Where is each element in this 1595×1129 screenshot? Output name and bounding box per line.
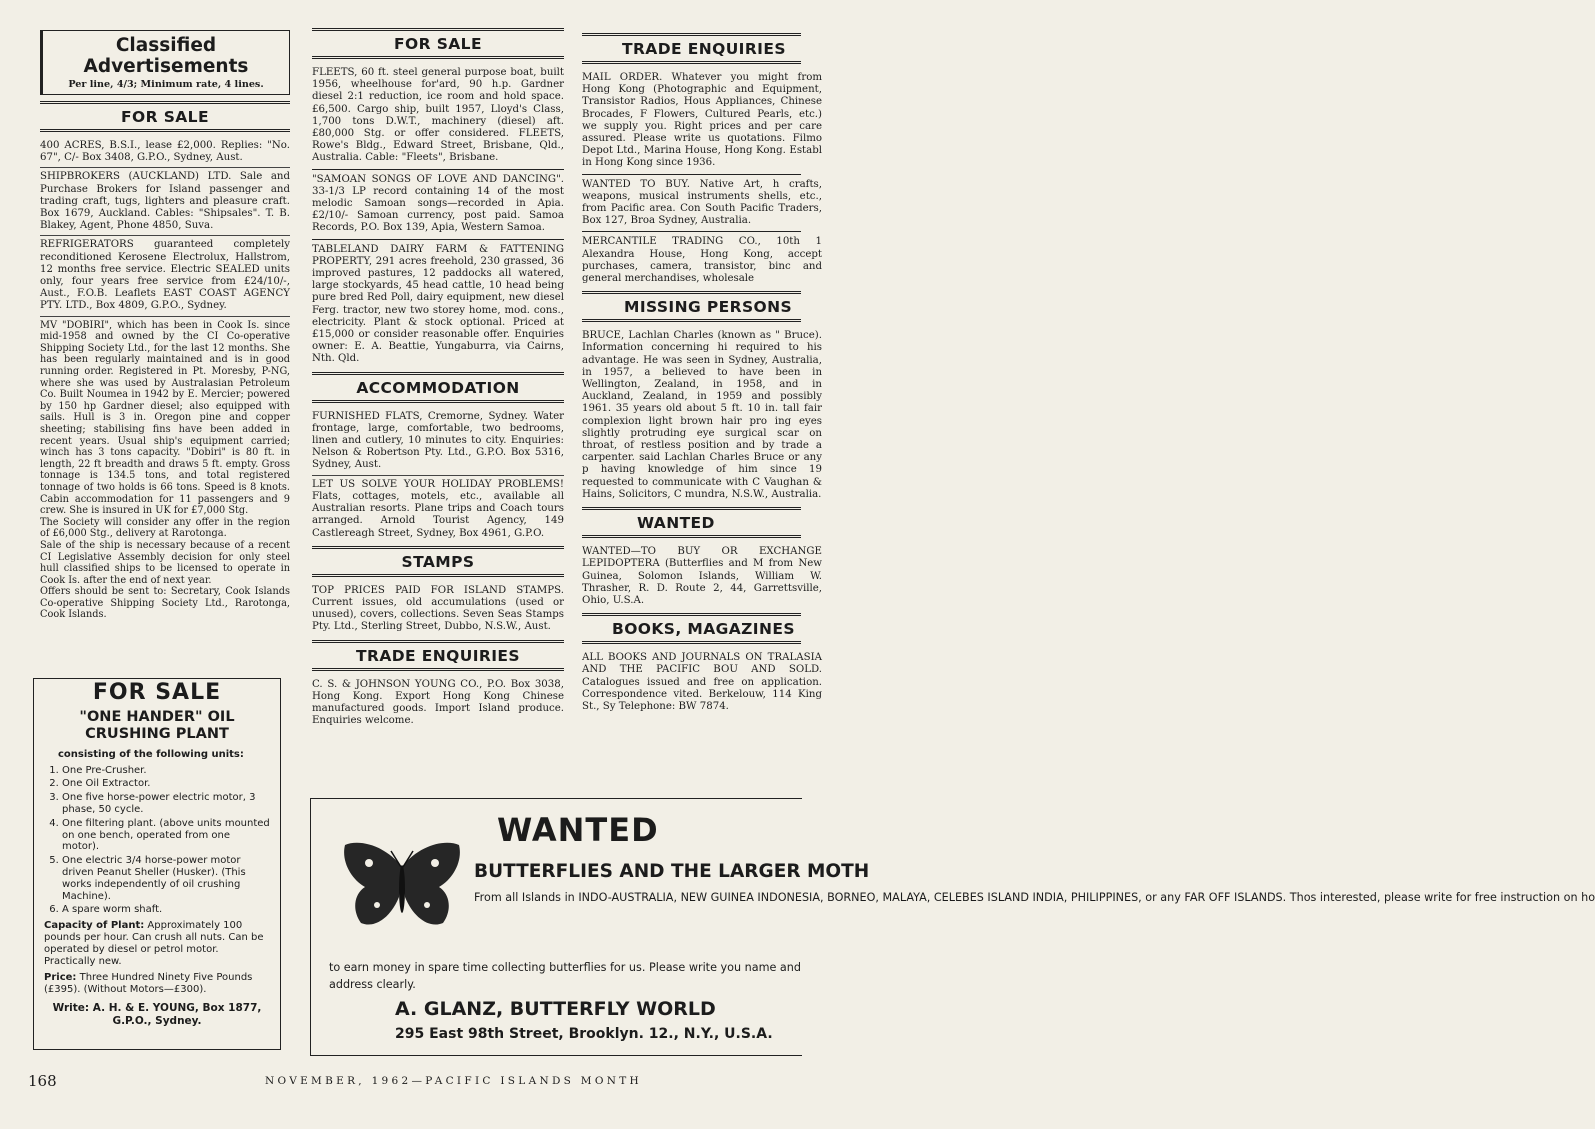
oil-plant-consisting: consisting of the following units:	[58, 748, 244, 760]
ad-fleets: FLEETS, 60 ft. steel general purpose boat, built 1956, wheelhouse for'ard, 90 h.p. Gardner diesel 2:1 reduction, ice room and hold space. £6,500. Cargo ship, built 1957, Lloyd's Class, 1,700 tons D.W.T., machinery (diesel) aft. £80,000 Stg. or offer considered. FLEETS, Rowe's Bldg., Edward Street, Brisbane, Qld., Australia. Cable: "Fleets", Brisbane.	[312, 67, 564, 164]
oil-plant-header: FOR SALE	[92, 680, 222, 705]
butterfly-wanted: WANTED	[497, 811, 659, 849]
ad-books: ALL BOOKS AND JOURNALS ON TRALASIA AND THE PACIFIC BOU AND SOLD. Catalogues issued and free on application. Correspondence vited. Berkelouw, 114 King St., Sy Telephone: BW 7874.	[582, 652, 822, 712]
column-1	[40, 0, 290, 621]
butterfly-company: A. GLANZ, BUTTERFLY WORLD	[395, 998, 716, 1020]
capacity-label: Capacity of Plant:	[44, 920, 145, 932]
oil-plant-price	[44, 972, 270, 996]
ad-tableland-farm: TABLELAND DAIRY FARM & FATTENING PROPERTY, 291 acres freehold, 230 grassed, 36 improved pastures, 12 paddocks all watered, large stockyards, 45 head cattle, 10 head being pure bred Red Poll, dairy equipment, new diesel Ferg. tractor, new two storey home, mod. cons., electricity. Plant & stock optional. Priced at £15,000 or consider reasonable offer. Enquiries owner: E. A. Beattie, Yungaburra, via Cairns, Nth. Qld.	[312, 243, 564, 365]
ad-mercantile: MERCANTILE TRADING CO., 10th 1 Alexandra House, Hong Kong, accept purchases, camera, transistor, binc and general merchandises, wholesale	[582, 236, 822, 285]
section-header-trade-2: TRADE ENQUIRIES	[312, 640, 564, 671]
section-header-accommodation: ACCOMMODATION	[312, 372, 564, 403]
section-header-for-sale-2: FOR SALE	[312, 28, 564, 59]
ad-acres: 400 ACRES, B.S.I., lease £2,000. Replies: "No. 67", C/- Box 3408, G.P.O., Sydney, Aust.	[40, 140, 290, 164]
classified-title-box	[40, 30, 290, 95]
butterfly-body-1: From all Islands in INDO-AUSTRALIA, NEW GUINEA INDONESIA, BORNEO, MALAYA, CELEBES ISLAND INDIA, PHILIPPINES, or any FAR OFF ISLANDS. Thos interested, please write for free instruction on ho	[474, 891, 1595, 904]
ad-wanted-to-buy: WANTED TO BUY. Native Art, h crafts, weapons, musical instruments shells, etc., from Pacific area. Con South Pacific Traders, Box 127, Broa Sydney, Australia.	[582, 178, 822, 227]
ad-furnished-flats: FURNISHED FLATS, Cremorne, Sydney. Water frontage, large, comfortable, two bedrooms, linen and cutlery, 10 minutes to city. Enquiries: Nelson & Robertson Pty. Ltd., G.P.O. Box 5316, Sydney, Aust.	[312, 410, 564, 471]
oil-plant-ad-box	[33, 678, 281, 1050]
butterfly-ad-box	[310, 798, 1595, 1056]
ad-samoan-songs: "SAMOAN SONGS OF LOVE AND DANCING". 33-1/3 LP record containing 14 of the most melodic Samoan songs—recorded in Apia. £2/10/- Samoan currency, post paid. Samoa Records, P.O. Box 139, Apia, Western Samoa.	[312, 173, 564, 234]
oil-plant-units-list	[44, 765, 270, 917]
butterfly-icon	[341, 839, 463, 939]
column-3	[582, 0, 822, 713]
butterfly-headline: BUTTERFLIES AND THE LARGER MOTH	[474, 861, 870, 882]
oil-plant-contact: Write: A. H. & E. YOUNG, Box 1877, G.P.O., Sydney.	[52, 1001, 262, 1027]
ad-refrigerators: REFRIGERATORS guaranteed completely reconditioned Kerosene Electrolux, Hallstrom, 12 months free service. Electric SEALED units only, four years free service from £24/10/-, Aust., F.O.B. Leaflets EAST COAST AGENCY PTY. LTD., Box 4809, G.P.O., Sydney.	[40, 239, 290, 312]
rates-subtitle: Per line, 4/3; Minimum rate, 4 lines.	[68, 79, 264, 90]
oil-plant-capacity	[44, 920, 270, 967]
section-header-stamps: STAMPS	[312, 546, 564, 577]
butterfly-body-2: to earn money in spare time collecting butterflies for us. Please write you name and address clearly.	[329, 961, 801, 991]
oil-plant-title: "ONE HANDER" OIL CRUSHING PLANT	[79, 708, 235, 742]
page-title: Classified Advertisements	[83, 35, 249, 77]
page-footer	[20, 1072, 801, 1090]
list-item: 5. One electric 3/4 horse-power motor driven Peanut Sheller (Husker). (This works independently of oil crushing Machine).	[62, 855, 270, 902]
price-label: Price:	[44, 972, 77, 984]
ad-lepidoptera: WANTED—TO BUY OR EXCHANGE LEPIDOPTERA (Butterflies and M from New Guinea, Solomon Islands, William W. Thrasher, R. D. Route 2, 44, Garrettsville, Ohio, U.S.A.	[582, 546, 822, 606]
ad-johnson-young: C. S. & JOHNSON YOUNG CO., P.O. Box 3038, Hong Kong. Export Hong Kong Chinese manufactured goods. Import Island produce. Enquiries welcome.	[312, 678, 564, 727]
ad-holiday: LET US SOLVE YOUR HOLIDAY PROBLEMS! Flats, cottages, motels, etc., available all Australian resorts. Plane trips and Coach tours arranged. Arnold Tourist Agency, 149 Castlereagh Street, Sydney, Box 4961, G.P.O.	[312, 478, 564, 539]
list-item: 3. One five horse-power electric motor, 3 phase, 50 cycle.	[62, 792, 270, 816]
butterfly-address: 295 East 98th Street, Brooklyn. 12., N.Y., U.S.A.	[395, 1026, 773, 1042]
capacity-text: Approximately 100 pounds per hour. Can crush all nuts. Can be operated by diesel or petrol motor. Practically new.	[44, 920, 264, 967]
ad-stamps: TOP PRICES PAID FOR ISLAND STAMPS. Current issues, old accumulations (used or unused), covers, collections. Seven Seas Stamps Pty. Ltd., Sterling Street, Dubbo, N.S.W., Aust.	[312, 584, 564, 633]
ad-dobiri: MV "DOBIRI", which has been in Cook Is. since mid-1958 and owned by the CI Co-operative Shipping Society Ltd., for the last 12 months. She has been regularly maintained and is in good running order. Registered in Pt. Moresby, P-NG, where she was used by Australasian Petroleum Co. Built Noumea in 1942 by E. Mercier; powered by 150 hp Gardner diesel; also equipped with sails. Hull is 3 in. Oregon pine and copper sheeting; stabilising fins have been added in recent years. Usual ship's equipment carried; winch has 3 tons capacity. "Dobiri" is 80 ft. in length, 22 ft breadth and draws 5 ft. empty. Gross tonnage is 134.5 tons, and total registered tonnage of two holds is 66 tons. Speed is 8 knots. Cabin accommodation for 11 passengers and 9 crew. She is insured in UK for £7,000 Stg. The Society will consider any offer in the region of £6,000 Stg., delivery at Rarotonga. Sale of the ship is necessary because of a recent CI Legislative Assembly decision for only steel hull classified ships to be licensed to operate in Cook Is. after the end of next year. Offers should be sent to: Secretary, Cook Islands Co-operative Shipping Society Ltd., Rarotonga, Cook Islands.	[40, 319, 290, 621]
section-header-trade-3: TRADE ENQUIRIES	[582, 33, 801, 64]
list-item: 2. One Oil Extractor.	[62, 778, 270, 790]
list-item: 4. One filtering plant. (above units mounted on one bench, operated from one motor).	[62, 818, 270, 853]
section-header-missing-persons: MISSING PERSONS	[582, 291, 801, 322]
section-header-wanted: WANTED	[582, 507, 801, 538]
list-item: 1. One Pre-Crusher.	[62, 765, 270, 777]
list-item: 6. A spare worm shaft.	[62, 904, 270, 916]
ad-mail-order: MAIL ORDER. Whatever you might from Hong Kong (Photographic and Equipment, Transistor Radios, Hous Appliances, Chinese Brocades, F Flowers, Cultured Pearls, etc.) we supply you. Right prices and per care assured. Please write us quotations. Filmo Depot Ltd., Marina House, Hong Kong. Establ in Hong Kong since 1936.	[582, 72, 822, 169]
section-header-for-sale: FOR SALE	[40, 101, 290, 132]
footer-text: NOVEMBER, 1962—PACIFIC ISLANDS MONTH	[265, 1075, 643, 1087]
ad-missing-bruce: BRUCE, Lachlan Charles (known as " Bruce). Information concerning hi required to his advantage. He was seen in Sydney, Australia, in 1957, a believed to have been in Wellington, Zealand, in 1958, and in Auckland, Zealand, in 1959 and possibly 1961. 35 years old about 5 ft. 10 in. tall fair complexion light brown hair pro ing eyes slightly protruding eye surgical scar on throat, of restless position and by trade a carpenter. said Lachlan Charles Bruce or any p having knowledge of him since 19 requested to communicate with C Vaughan & Hains, Solicitors, C mundra, N.S.W., Australia.	[582, 330, 822, 500]
section-header-books: BOOKS, MAGAZINES	[582, 613, 801, 644]
page-number: 168	[28, 1072, 57, 1090]
column-2	[312, 0, 564, 727]
ad-shipbrokers: SHIPBROKERS (AUCKLAND) LTD. Sale and Purchase Brokers for Island passenger and trading craft, tugs, lighters and pleasure craft. Box 1679, Auckland. Cables: "Shipsales". T. B. Blakey, Agent, Phone 4850, Suva.	[40, 171, 290, 232]
price-text: Three Hundred Ninety Five Pounds (£395). (Without Motors—£300).	[44, 972, 253, 996]
